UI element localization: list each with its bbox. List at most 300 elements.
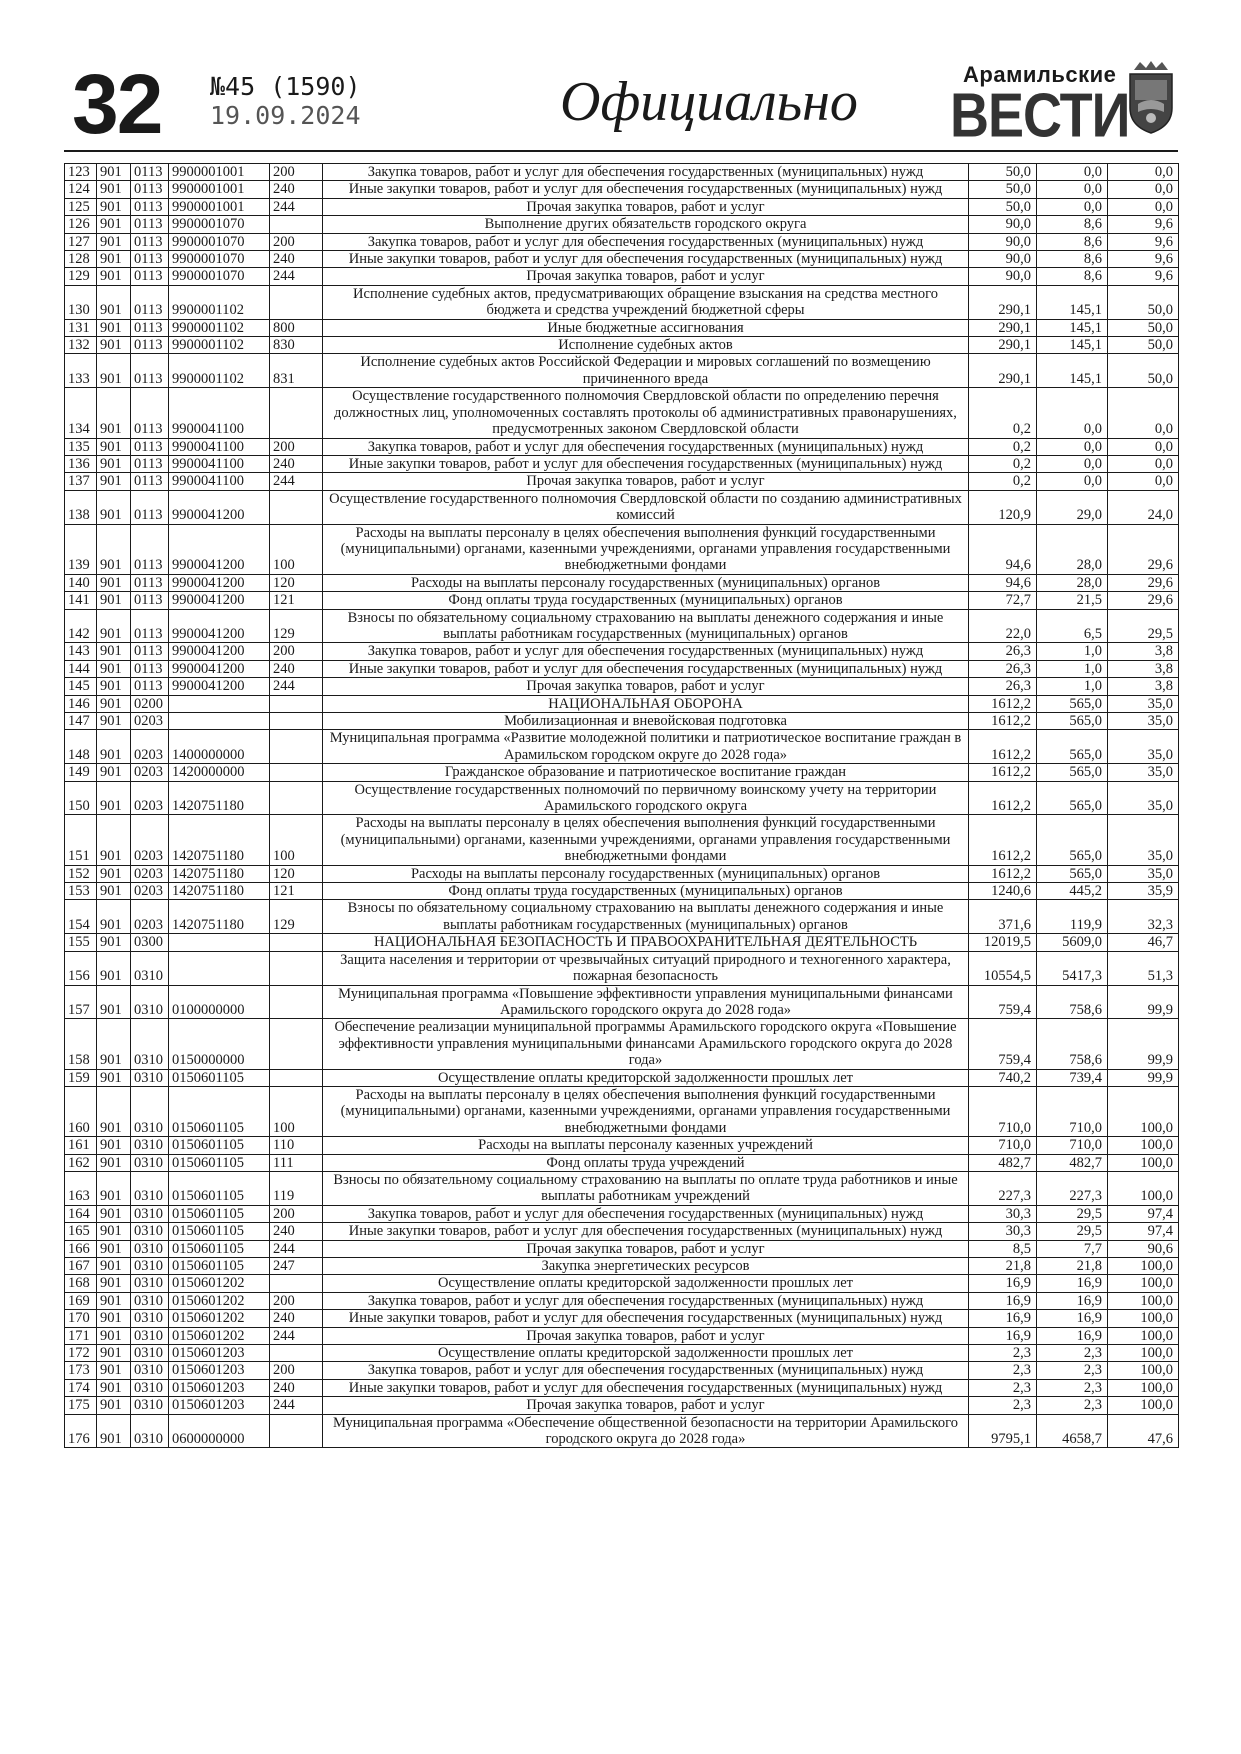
plan-value: 90,0: [969, 216, 1037, 233]
section-code: 0113: [131, 678, 169, 695]
expense-type-code: 200: [270, 1292, 323, 1309]
percent-value: 90,6: [1108, 1240, 1179, 1257]
table-row: [65, 251, 1179, 268]
target-article-code: 0150601203: [169, 1379, 270, 1396]
percent-value: 0,0: [1108, 438, 1179, 455]
row-number: 135: [65, 438, 97, 455]
row-description: Закупка энергетических ресурсов: [323, 1258, 969, 1275]
expense-type-code: 100: [270, 524, 323, 574]
row-number: 152: [65, 865, 97, 882]
expense-type-code: 121: [270, 883, 323, 900]
row-number: 153: [65, 883, 97, 900]
percent-value: 9,6: [1108, 268, 1179, 285]
plan-value: 16,9: [969, 1275, 1037, 1292]
target-article-code: 0150601203: [169, 1362, 270, 1379]
actual-value: 0,0: [1037, 198, 1108, 215]
plan-value: 1612,2: [969, 695, 1037, 712]
row-number: 140: [65, 574, 97, 591]
row-description: Исполнение судебных актов, предусматривающих обращение взыскания на средства местного бюджета и средства учреждений бюджетной сферы: [323, 285, 969, 319]
row-description: Прочая закупка товаров, работ и услуг: [323, 1240, 969, 1257]
plan-value: 12019,5: [969, 934, 1037, 951]
row-number: 176: [65, 1414, 97, 1448]
admin-code: 901: [97, 1327, 131, 1344]
row-number: 159: [65, 1069, 97, 1086]
actual-value: 565,0: [1037, 764, 1108, 781]
plan-value: 2,3: [969, 1379, 1037, 1396]
section-code: 0203: [131, 730, 169, 764]
table-row: [65, 660, 1179, 677]
row-number: 124: [65, 181, 97, 198]
table-row: [65, 713, 1179, 730]
actual-value: 565,0: [1037, 730, 1108, 764]
percent-value: 0,0: [1108, 181, 1179, 198]
admin-code: 901: [97, 354, 131, 388]
expense-type-code: [270, 764, 323, 781]
row-description: Закупка товаров, работ и услуг для обеспечения государственных (муниципальных) нужд: [323, 643, 969, 660]
table-row: [65, 695, 1179, 712]
target-article-code: 0150601203: [169, 1397, 270, 1414]
section-code: 0113: [131, 268, 169, 285]
expense-type-code: 244: [270, 678, 323, 695]
target-article-code: 9900001070: [169, 216, 270, 233]
percent-value: 100,0: [1108, 1154, 1179, 1171]
target-article-code: 0600000000: [169, 1414, 270, 1448]
plan-value: 227,3: [969, 1171, 1037, 1205]
actual-value: 21,5: [1037, 592, 1108, 609]
target-article-code: 9900001102: [169, 354, 270, 388]
percent-value: 100,0: [1108, 1379, 1179, 1396]
row-number: 158: [65, 1019, 97, 1069]
target-article-code: 9900041100: [169, 473, 270, 490]
section-code: 0310: [131, 1292, 169, 1309]
plan-value: 0,2: [969, 455, 1037, 472]
actual-value: 0,0: [1037, 164, 1108, 181]
plan-value: 22,0: [969, 609, 1037, 643]
target-article-code: 1420751180: [169, 781, 270, 815]
logo-main-text: ВЕСТИ: [950, 81, 1130, 151]
row-number: 174: [65, 1379, 97, 1396]
expense-type-code: [270, 490, 323, 524]
row-number: 162: [65, 1154, 97, 1171]
table-row: [65, 268, 1179, 285]
expense-type-code: 240: [270, 181, 323, 198]
expense-type-code: [270, 713, 323, 730]
actual-value: 5609,0: [1037, 934, 1108, 951]
section-code: 0113: [131, 285, 169, 319]
actual-value: 482,7: [1037, 1154, 1108, 1171]
row-description: Осуществление государственного полномочия Свердловской области по созданию административных комиссий: [323, 490, 969, 524]
row-description: НАЦИОНАЛЬНАЯ ОБОРОНА: [323, 695, 969, 712]
row-number: 133: [65, 354, 97, 388]
row-description: Мобилизационная и вневойсковая подготовка: [323, 713, 969, 730]
expense-type-code: 240: [270, 1379, 323, 1396]
expense-type-code: [270, 1275, 323, 1292]
actual-value: 758,6: [1037, 1019, 1108, 1069]
table-row: [65, 678, 1179, 695]
plan-value: 16,9: [969, 1310, 1037, 1327]
table-row: [65, 1258, 1179, 1275]
percent-value: 35,0: [1108, 713, 1179, 730]
budget-table: [64, 163, 1179, 1448]
row-number: 136: [65, 455, 97, 472]
admin-code: 901: [97, 181, 131, 198]
admin-code: 901: [97, 1171, 131, 1205]
target-article-code: 9900001001: [169, 181, 270, 198]
plan-value: 120,9: [969, 490, 1037, 524]
row-number: 171: [65, 1327, 97, 1344]
target-article-code: 9900041100: [169, 388, 270, 438]
expense-type-code: [270, 1069, 323, 1086]
table-row: [65, 643, 1179, 660]
row-number: 166: [65, 1240, 97, 1257]
percent-value: 24,0: [1108, 490, 1179, 524]
section-code: 0310: [131, 1240, 169, 1257]
table-row: [65, 1327, 1179, 1344]
actual-value: 445,2: [1037, 883, 1108, 900]
expense-type-code: 129: [270, 609, 323, 643]
percent-value: 97,4: [1108, 1205, 1179, 1222]
section-code: 0300: [131, 934, 169, 951]
section-code: 0113: [131, 198, 169, 215]
percent-value: 32,3: [1108, 900, 1179, 934]
table-row: [65, 592, 1179, 609]
admin-code: 901: [97, 815, 131, 865]
table-row: [65, 319, 1179, 336]
admin-code: 901: [97, 764, 131, 781]
percent-value: 50,0: [1108, 319, 1179, 336]
expense-type-code: 100: [270, 815, 323, 865]
plan-value: 9795,1: [969, 1414, 1037, 1448]
percent-value: 100,0: [1108, 1327, 1179, 1344]
percent-value: 35,0: [1108, 695, 1179, 712]
admin-code: 901: [97, 285, 131, 319]
expense-type-code: 244: [270, 473, 323, 490]
row-description: Взносы по обязательному социальному страхованию на выплаты денежного содержания и иные выплаты работникам государственных (муниципальных) органов: [323, 609, 969, 643]
percent-value: 100,0: [1108, 1310, 1179, 1327]
row-number: 125: [65, 198, 97, 215]
target-article-code: 0150601105: [169, 1137, 270, 1154]
plan-value: 30,3: [969, 1223, 1037, 1240]
section-code: 0113: [131, 337, 169, 354]
percent-value: 35,0: [1108, 815, 1179, 865]
row-description: Муниципальная программа «Повышение эффективности управления муниципальными финансами Арамильского городского округа до 2028 года»: [323, 985, 969, 1019]
admin-code: 901: [97, 609, 131, 643]
row-number: 165: [65, 1223, 97, 1240]
row-number: 130: [65, 285, 97, 319]
percent-value: 0,0: [1108, 473, 1179, 490]
logo-top-text: Арамильские: [963, 62, 1117, 87]
section-code: 0310: [131, 1397, 169, 1414]
row-number: 149: [65, 764, 97, 781]
expense-type-code: 240: [270, 1310, 323, 1327]
row-number: 128: [65, 251, 97, 268]
row-number: 144: [65, 660, 97, 677]
table-row: [65, 1362, 1179, 1379]
plan-value: 710,0: [969, 1137, 1037, 1154]
percent-value: 9,6: [1108, 233, 1179, 250]
actual-value: 16,9: [1037, 1292, 1108, 1309]
admin-code: 901: [97, 388, 131, 438]
table-row: [65, 285, 1179, 319]
actual-value: 565,0: [1037, 815, 1108, 865]
section-code: 0200: [131, 695, 169, 712]
admin-code: 901: [97, 1414, 131, 1448]
expense-type-code: 240: [270, 660, 323, 677]
row-description: Прочая закупка товаров, работ и услуг: [323, 1397, 969, 1414]
admin-code: 901: [97, 1137, 131, 1154]
section-code: 0310: [131, 1414, 169, 1448]
expense-type-code: [270, 1345, 323, 1362]
actual-value: 6,5: [1037, 609, 1108, 643]
admin-code: 901: [97, 934, 131, 951]
plan-value: 26,3: [969, 678, 1037, 695]
row-description: Осуществление государственного полномочия Свердловской области по определению перечня должностных лиц, уполномоченных составлять протоколы об административных правонарушениях, предусмотренных законом Свердловской области: [323, 388, 969, 438]
expense-type-code: [270, 388, 323, 438]
admin-code: 901: [97, 1345, 131, 1362]
target-article-code: 9900041200: [169, 490, 270, 524]
table-row: [65, 1171, 1179, 1205]
table-row: [65, 198, 1179, 215]
target-article-code: 1420751180: [169, 900, 270, 934]
percent-value: 100,0: [1108, 1171, 1179, 1205]
row-description: Муниципальная программа «Развитие молодежной политики и патриотическое воспитание граждан в Арамильском городском округе до 2028 года»: [323, 730, 969, 764]
admin-code: 901: [97, 1292, 131, 1309]
percent-value: 29,6: [1108, 574, 1179, 591]
actual-value: 1,0: [1037, 678, 1108, 695]
table-row: [65, 1292, 1179, 1309]
target-article-code: 9900001070: [169, 233, 270, 250]
actual-value: 0,0: [1037, 473, 1108, 490]
admin-code: 901: [97, 1240, 131, 1257]
expense-type-code: [270, 951, 323, 985]
percent-value: 100,0: [1108, 1258, 1179, 1275]
row-description: Иные закупки товаров, работ и услуг для обеспечения государственных (муниципальных) нужд: [323, 660, 969, 677]
row-description: Прочая закупка товаров, работ и услуг: [323, 268, 969, 285]
admin-code: 901: [97, 660, 131, 677]
target-article-code: 0150601105: [169, 1258, 270, 1275]
expense-type-code: 244: [270, 1397, 323, 1414]
plan-value: 94,6: [969, 574, 1037, 591]
section-code: 0310: [131, 1275, 169, 1292]
percent-value: 100,0: [1108, 1292, 1179, 1309]
actual-value: 28,0: [1037, 574, 1108, 591]
expense-type-code: 100: [270, 1086, 323, 1136]
actual-value: 565,0: [1037, 865, 1108, 882]
expense-type-code: 244: [270, 268, 323, 285]
admin-code: 901: [97, 319, 131, 336]
row-number: 168: [65, 1275, 97, 1292]
expense-type-code: [270, 781, 323, 815]
expense-type-code: 121: [270, 592, 323, 609]
percent-value: 35,9: [1108, 883, 1179, 900]
row-description: Расходы на выплаты персоналу в целях обеспечения выполнения функций государственными (муниципальными) органами, казенными учреждениями, органами управления государственными внебюджетными фондами: [323, 524, 969, 574]
admin-code: 901: [97, 233, 131, 250]
table-row: [65, 865, 1179, 882]
row-description: Иные закупки товаров, работ и услуг для обеспечения государственных (муниципальных) нужд: [323, 251, 969, 268]
plan-value: 50,0: [969, 164, 1037, 181]
admin-code: 901: [97, 574, 131, 591]
admin-code: 901: [97, 490, 131, 524]
target-article-code: 0150601105: [169, 1086, 270, 1136]
section-code: 0310: [131, 1258, 169, 1275]
expense-type-code: 111: [270, 1154, 323, 1171]
row-description: Закупка товаров, работ и услуг для обеспечения государственных (муниципальных) нужд: [323, 1362, 969, 1379]
row-description: Взносы по обязательному социальному страхованию на выплаты денежного содержания и иные выплаты работникам государственных (муниципальных) органов: [323, 900, 969, 934]
table-row: [65, 524, 1179, 574]
section-code: 0113: [131, 574, 169, 591]
section-code: 0203: [131, 883, 169, 900]
admin-code: 901: [97, 730, 131, 764]
plan-value: 21,8: [969, 1258, 1037, 1275]
expense-type-code: 831: [270, 354, 323, 388]
row-number: 151: [65, 815, 97, 865]
table-row: [65, 164, 1179, 181]
section-code: 0113: [131, 524, 169, 574]
row-description: Осуществление оплаты кредиторской задолженности прошлых лет: [323, 1345, 969, 1362]
row-description: Защита населения и территории от чрезвычайных ситуаций природного и техногенного характера, пожарная безопасность: [323, 951, 969, 985]
section-code: 0203: [131, 764, 169, 781]
percent-value: 100,0: [1108, 1086, 1179, 1136]
plan-value: 94,6: [969, 524, 1037, 574]
admin-code: 901: [97, 198, 131, 215]
admin-code: 901: [97, 865, 131, 882]
row-description: Иные закупки товаров, работ и услуг для обеспечения государственных (муниципальных) нужд: [323, 1379, 969, 1396]
target-article-code: 9900041200: [169, 678, 270, 695]
plan-value: 710,0: [969, 1086, 1037, 1136]
percent-value: 9,6: [1108, 216, 1179, 233]
page-header: [64, 58, 1178, 152]
section-code: 0203: [131, 900, 169, 934]
row-number: 169: [65, 1292, 97, 1309]
actual-value: 16,9: [1037, 1310, 1108, 1327]
table-row: [65, 337, 1179, 354]
section-code: 0310: [131, 1137, 169, 1154]
actual-value: 1,0: [1037, 660, 1108, 677]
target-article-code: 9900041200: [169, 524, 270, 574]
row-number: 129: [65, 268, 97, 285]
table-row: [65, 1397, 1179, 1414]
expense-type-code: [270, 695, 323, 712]
table-row: [65, 934, 1179, 951]
table-row: [65, 1240, 1179, 1257]
expense-type-code: 244: [270, 198, 323, 215]
percent-value: 99,9: [1108, 985, 1179, 1019]
admin-code: 901: [97, 781, 131, 815]
expense-type-code: 247: [270, 1258, 323, 1275]
percent-value: 99,9: [1108, 1069, 1179, 1086]
plan-value: 1240,6: [969, 883, 1037, 900]
admin-code: 901: [97, 1205, 131, 1222]
plan-value: 16,9: [969, 1327, 1037, 1344]
section-code: 0113: [131, 455, 169, 472]
section-code: 0310: [131, 1019, 169, 1069]
actual-value: 8,6: [1037, 251, 1108, 268]
section-code: 0113: [131, 233, 169, 250]
table-row: [65, 1379, 1179, 1396]
admin-code: 901: [97, 473, 131, 490]
admin-code: 901: [97, 438, 131, 455]
admin-code: 901: [97, 1154, 131, 1171]
issue-date: 19.09.2024: [210, 101, 361, 130]
table-row: [65, 181, 1179, 198]
row-description: Закупка товаров, работ и услуг для обеспечения государственных (муниципальных) нужд: [323, 1292, 969, 1309]
plan-value: 1612,2: [969, 730, 1037, 764]
table-row: [65, 764, 1179, 781]
plan-value: 72,7: [969, 592, 1037, 609]
target-article-code: 9900041100: [169, 455, 270, 472]
section-code: 0310: [131, 1223, 169, 1240]
plan-value: 30,3: [969, 1205, 1037, 1222]
plan-value: 90,0: [969, 268, 1037, 285]
target-article-code: 9900041200: [169, 643, 270, 660]
actual-value: 0,0: [1037, 388, 1108, 438]
actual-value: 16,9: [1037, 1275, 1108, 1292]
admin-code: 901: [97, 1275, 131, 1292]
section-code: 0203: [131, 781, 169, 815]
row-number: 131: [65, 319, 97, 336]
percent-value: 46,7: [1108, 934, 1179, 951]
plan-value: 1612,2: [969, 781, 1037, 815]
admin-code: 901: [97, 713, 131, 730]
target-article-code: 9900001070: [169, 268, 270, 285]
target-article-code: 0150601203: [169, 1345, 270, 1362]
target-article-code: 0150601105: [169, 1205, 270, 1222]
row-description: Иные закупки товаров, работ и услуг для обеспечения государственных (муниципальных) нужд: [323, 455, 969, 472]
row-description: Закупка товаров, работ и услуг для обеспечения государственных (муниципальных) нужд: [323, 438, 969, 455]
section-code: 0113: [131, 490, 169, 524]
admin-code: 901: [97, 1397, 131, 1414]
table-row: [65, 1019, 1179, 1069]
actual-value: 565,0: [1037, 713, 1108, 730]
table-row: [65, 1137, 1179, 1154]
plan-value: 16,9: [969, 1292, 1037, 1309]
actual-value: 710,0: [1037, 1086, 1108, 1136]
admin-code: 901: [97, 1223, 131, 1240]
section-code: 0113: [131, 181, 169, 198]
row-number: 164: [65, 1205, 97, 1222]
admin-code: 901: [97, 695, 131, 712]
admin-code: 901: [97, 1258, 131, 1275]
table-row: [65, 815, 1179, 865]
expense-type-code: [270, 216, 323, 233]
actual-value: 710,0: [1037, 1137, 1108, 1154]
target-article-code: 0150601105: [169, 1171, 270, 1205]
percent-value: 3,8: [1108, 660, 1179, 677]
row-number: 156: [65, 951, 97, 985]
percent-value: 29,6: [1108, 592, 1179, 609]
row-number: 134: [65, 388, 97, 438]
admin-code: 901: [97, 524, 131, 574]
row-description: Расходы на выплаты персоналу в целях обеспечения выполнения функций государственными (муниципальными) органами, казенными учреждениями, органами управления государственными внебюджетными фондами: [323, 1086, 969, 1136]
row-number: 138: [65, 490, 97, 524]
actual-value: 16,9: [1037, 1327, 1108, 1344]
percent-value: 100,0: [1108, 1275, 1179, 1292]
row-description: Иные закупки товаров, работ и услуг для обеспечения государственных (муниципальных) нужд: [323, 1310, 969, 1327]
plan-value: 290,1: [969, 354, 1037, 388]
target-article-code: 0150601202: [169, 1327, 270, 1344]
percent-value: 97,4: [1108, 1223, 1179, 1240]
plan-value: 0,2: [969, 438, 1037, 455]
row-description: Расходы на выплаты персоналу государственных (муниципальных) органов: [323, 865, 969, 882]
target-article-code: [169, 934, 270, 951]
target-article-code: [169, 695, 270, 712]
row-description: Иные закупки товаров, работ и услуг для обеспечения государственных (муниципальных) нужд: [323, 181, 969, 198]
target-article-code: [169, 951, 270, 985]
actual-value: 0,0: [1037, 438, 1108, 455]
plan-value: 482,7: [969, 1154, 1037, 1171]
row-description: Расходы на выплаты персоналу в целях обеспечения выполнения функций государственными (муниципальными) органами, казенными учреждениями, органами управления государственными внебюджетными фондами: [323, 815, 969, 865]
percent-value: 47,6: [1108, 1414, 1179, 1448]
